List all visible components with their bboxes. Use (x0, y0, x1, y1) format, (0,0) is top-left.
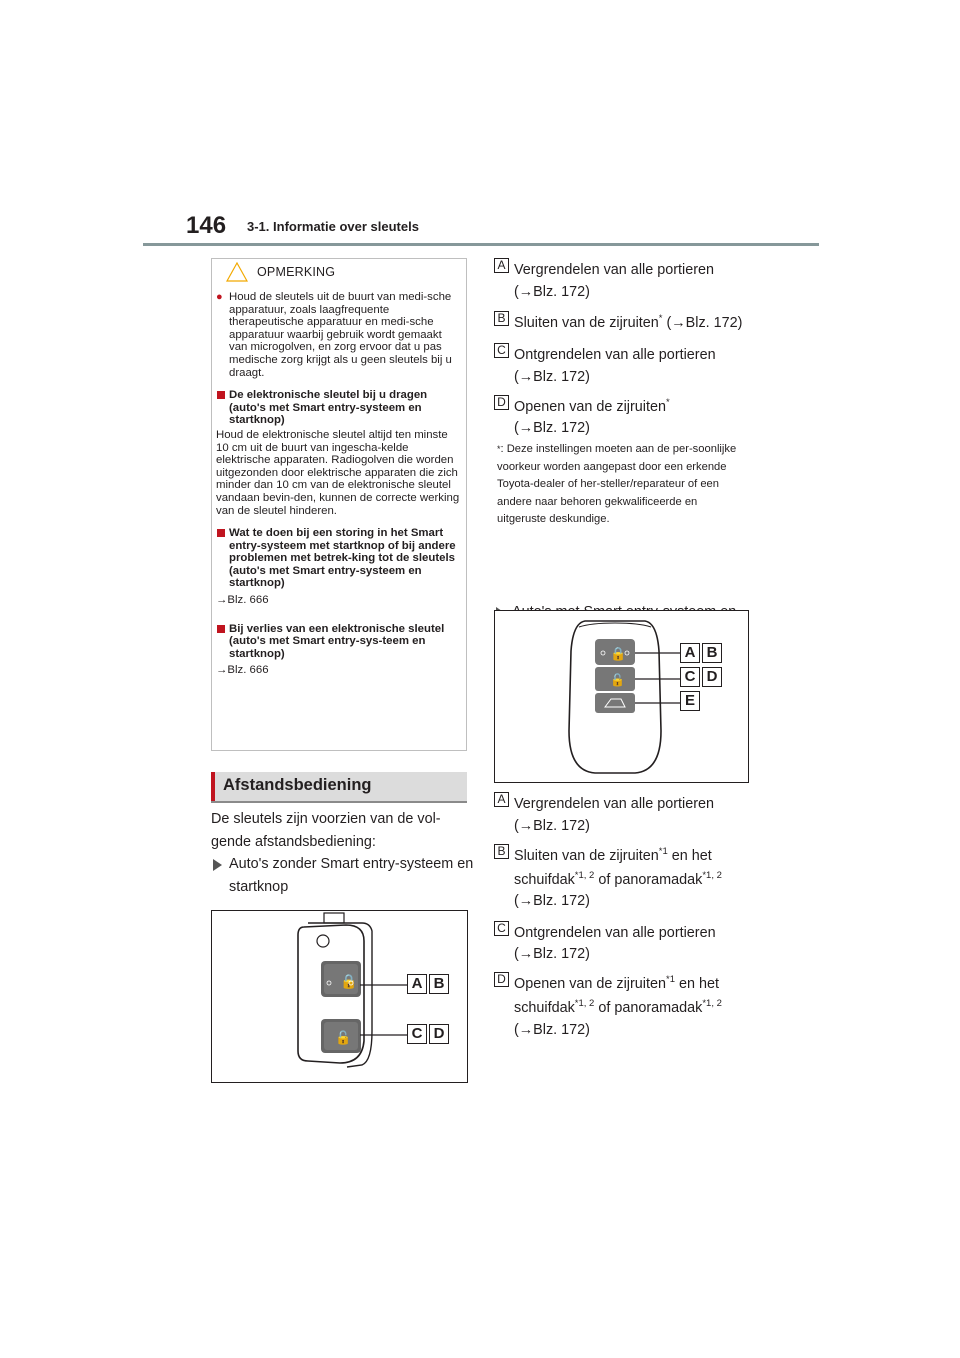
footnote-marker: * (497, 444, 501, 454)
label2-d: D (494, 972, 509, 987)
note-subheading-malfunction: Wat te doen bij een storing in het Smart entry-systeem met startknop of bij andere problemen met betrek-king tot de sleutels (auto's met Smart entry-systeem en startknop) (216, 527, 460, 590)
note-subheading-carry: De elektronische sleutel bij u dragen (auto's met Smart entry-systeem en startknop) (216, 389, 460, 427)
list2-b-text1: Sluiten van de zijruiten (514, 848, 659, 864)
list1-d (514, 396, 670, 418)
callout-smart-b: B (702, 643, 722, 663)
page-number: 146 (186, 212, 227, 239)
list2-c-text: Ontgrendelen van alle portieren (514, 925, 716, 941)
list1-d-text: Openen van de zijruiten (514, 399, 667, 415)
list2-b-sup1: *1 (658, 846, 668, 858)
variant-without-smart-entry: Auto's zonder Smart entry-systeem en startknop (211, 853, 479, 899)
list2-d-sup1: *1 (666, 974, 675, 986)
list1-b-sup: * (658, 313, 663, 325)
svg-text:🔒: 🔒 (610, 647, 627, 662)
callout-a: A (407, 974, 427, 994)
header-rule (143, 243, 819, 246)
note-text-carry: Houd de elektronische sleutel altijd ten minste 10 cm uit de buurt van ingescha-kelde elektrische apparaten. Radiogolven die worden uitgezonden door elektrische apparaten die zich minder dan 10 cm van de elektronische sleutel vandaan bevin-den, kunnen de correcte werking van de sleutel hinderen. (216, 428, 460, 517)
list2-b-text4: of panoramadak (594, 872, 703, 888)
note-ref-malfunction: →Blz. 666 (216, 594, 269, 607)
list2-d-sup2: *1, 2 (574, 998, 595, 1010)
list1-a-text: Vergrendelen van alle portieren (514, 262, 715, 278)
list2-c-ref: (→Blz. 172) (514, 946, 590, 962)
list2-d-ref: (→Blz. 172) (514, 1022, 590, 1038)
list2-d-text4: of panoramadak (594, 1000, 703, 1016)
label-a: A (494, 258, 509, 273)
footnote-text: : Deze instellingen moeten aan de per-soonlijke voorkeur worden aangepast door een erkende Toyota-dealer of her-steller/reparateur of een andere naar behoren gekwalificeerde en uitgeruste deskundige. (497, 443, 737, 526)
label2-a: A (494, 792, 509, 807)
note-bullet-medical: ● Houd de sleutels uit de buurt van medi-sche apparatuur, zoals laagfrequente therapeutische apparatuur en medi-sche apparatuur waarbij gebruik wordt gemaakt van microgolven, en zorg ervoor dat u pas medische zorg krijgt als u geen sleutels bij u draagt. (216, 291, 460, 379)
callout-smart-c: C (680, 667, 700, 687)
list1-a-ref: (→Blz. 172) (514, 284, 590, 300)
list2-b-ref: (→Blz. 172) (514, 893, 590, 909)
label2-c: C (494, 921, 509, 936)
svg-text:🔓: 🔓 (335, 1031, 352, 1046)
label-c: C (494, 343, 509, 358)
list2-d-line1 (514, 973, 719, 995)
note-subheading-loss: Bij verlies van een elektronische sleutel (auto's met Smart entry-sys-teem en startknop) (216, 623, 460, 661)
section-intro: De sleutels zijn voorzien van de vol-gende afstandsbediening: (211, 811, 441, 850)
footnote (497, 441, 742, 529)
list2-b-text2: en het (667, 848, 712, 864)
figure-flip-key (211, 910, 468, 1083)
section-rule (211, 801, 467, 803)
note-ref-loss: →Blz. 666 (216, 664, 269, 677)
list2-d-text1: Openen van de zijruiten (514, 976, 667, 992)
label2-b: B (494, 844, 509, 859)
list1-c-ref: (→Blz. 172) (514, 369, 590, 385)
list1-b-ref: (→Blz. 172) (666, 315, 743, 331)
list2-b-line2 (514, 869, 722, 891)
section-title: Afstandsbediening (223, 776, 372, 794)
list1-b (514, 312, 742, 334)
list1-b-text: Sluiten van de zijruiten (514, 315, 659, 331)
figure-smart-key (494, 610, 749, 783)
warning-triangle-icon (226, 262, 248, 282)
callout-smart-e: E (680, 691, 700, 711)
smart-key-illustration (495, 611, 748, 782)
list2-b-line1 (514, 845, 712, 867)
list2-d-line2 (514, 997, 722, 1019)
callout-d: D (429, 1024, 449, 1044)
callout-smart-a: A (680, 643, 700, 663)
list2-b-sup2: *1, 2 (574, 870, 595, 882)
list2-a-text: Vergrendelen van alle portieren (514, 796, 715, 812)
list1-c-text: Ontgrendelen van alle portieren (514, 347, 716, 363)
label-b: B (494, 311, 509, 326)
callout-c: C (407, 1024, 427, 1044)
list2-a-ref: (→Blz. 172) (514, 818, 590, 834)
label-d: D (494, 395, 509, 410)
note-body (216, 291, 460, 687)
flip-key-illustration (212, 911, 467, 1082)
svg-text:🔒: 🔒 (340, 974, 358, 990)
list2-b-sup3: *1, 2 (702, 870, 722, 882)
svg-text:🔓: 🔓 (610, 673, 625, 687)
list2-d-text2: en het (675, 976, 720, 992)
note-title: OPMERKING (257, 265, 336, 279)
callout-b: B (429, 974, 449, 994)
list2-d-text3: schuifdak (514, 1000, 575, 1016)
list2-b-text3: schuifdak (514, 872, 575, 888)
callout-smart-d: D (702, 667, 722, 687)
list1-d-ref: (→Blz. 172) (514, 420, 590, 436)
list2-d-sup3: *1, 2 (702, 998, 722, 1010)
section-heading-bar (211, 772, 215, 802)
list1-d-sup: * (666, 397, 670, 409)
chapter-title: 3-1. Informatie over sleutels (247, 219, 419, 234)
